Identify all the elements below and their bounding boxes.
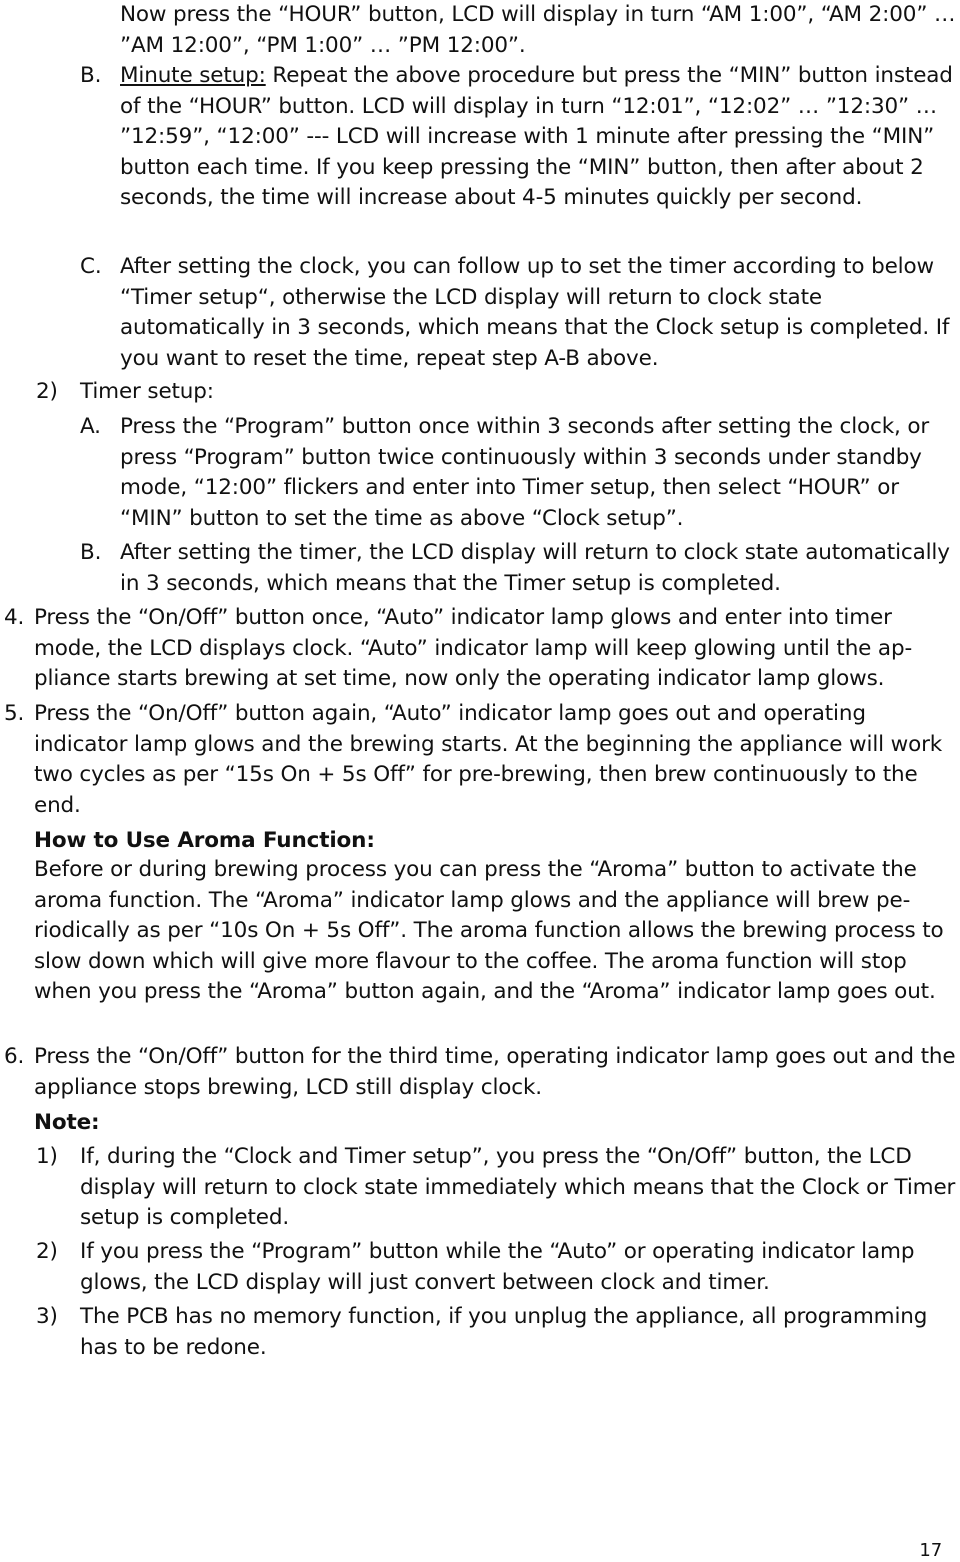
- note-item-2: If you press the “Program” button while the “Auto” or operating indicator lamp glows, the LCD display will just convert between clock and timer.: [80, 1239, 915, 1295]
- step-5-paragraph: Press the “On/Off” button again, “Auto” indicator lamp goes out and operating indicator lamp glows and the brewing starts. At the beginning the appliance will work two cycles as per “15s On + 5s Off” for pre-brewing, then brew continuously to the end.: [34, 701, 943, 818]
- clock-setup-c-paragraph: After setting the clock, you can follow up to set the timer according to below “Timer setup“, otherwise the LCD display will return to clock state automatically in 3 seconds, which means that the Clock setup is completed. If you want to reset the time, repeat step A-B above.: [120, 254, 950, 371]
- note-item-3: The PCB has no memory function, if you unplug the appliance, all programming has to be redone.: [80, 1304, 928, 1360]
- aroma-function-heading: How to Use Aroma Function:: [34, 828, 375, 853]
- page-number: 17: [919, 1540, 942, 1561]
- note-label-2: 2): [36, 1239, 58, 1264]
- minute-setup-paragraph: [120, 61, 956, 214]
- step-4-paragraph: Press the “On/Off” button once, “Auto” indicator lamp glows and enter into timer mode, the LCD displays clock. “Auto” indicator lamp will keep glowing until the appliance starts brewing at set time, now only the operating indicator lamp glows.: [34, 605, 913, 692]
- list-label-2: 2): [36, 379, 58, 404]
- step-number-5: 5.: [4, 701, 25, 726]
- timer-setup-a-paragraph: Press the “Program” button once within 3 seconds after setting the clock, or press “Program” button twice continuously within 3 seconds under standby mode, “12:00” flickers and enter into Timer setup, then select “HOUR” or “MIN” button to set the time as above “Clock setup”.: [120, 414, 930, 531]
- note-heading: Note:: [34, 1110, 100, 1135]
- clock-setup-a-continuation: Now press the “HOUR” button, LCD will display in turn “AM 1:00”, “AM 2:00” … ”AM 12:00”, “PM 1:00” … ”PM 12:00”.: [120, 2, 956, 58]
- step-number-6: 6.: [4, 1044, 25, 1069]
- list-label-timer-a: A.: [80, 414, 101, 439]
- list-label-b: B.: [80, 63, 102, 88]
- note-label-3: 3): [36, 1304, 58, 1329]
- minute-setup-heading: Minute setup:: [120, 63, 266, 88]
- aroma-function-paragraph: Before or during brewing process you can press the “Aroma” button to activate the aroma function. The “Aroma” indicator lamp glows and the appliance will brew periodically as per “10s On + 5s Off”. The aroma function allows the brewing process to slow down which will give more flavour to the coffee. The aroma function will stop when you press the “Aroma” button again, and the “Aroma” indicator lamp goes out.: [34, 857, 944, 1005]
- step-6-paragraph: Press the “On/Off” button for the third time, operating indicator lamp goes out and the appliance stops brewing, LCD still display clock.: [34, 1044, 956, 1100]
- timer-setup-title: Timer setup:: [80, 379, 214, 404]
- list-label-c: C.: [80, 254, 102, 279]
- note-item-1: If, during the “Clock and Timer setup”, you press the “On/Off” button, the LCD display will return to clock state immediately which means that the Clock or Timer setup is completed.: [80, 1144, 956, 1231]
- step-number-4: 4.: [4, 605, 25, 630]
- list-label-timer-b: B.: [80, 540, 102, 565]
- note-label-1: 1): [36, 1144, 58, 1169]
- timer-setup-b-paragraph: After setting the timer, the LCD display will return to clock state automatically in 3 seconds, which means that the Timer setup is completed.: [120, 540, 950, 596]
- minute-setup-text: Repeat the above procedure but press the “MIN” button instead of the “HOUR” button. LCD will display in turn “12:01”, “12:02” … ”12:30” … ”12:59”, “12:00” --- LCD will increase with 1 minute after pressing the “MIN” button each time. If you keep pressing the “MIN” button, then after about 2 seconds, the time will increase about 4-5 minutes quickly per second.: [120, 63, 953, 211]
